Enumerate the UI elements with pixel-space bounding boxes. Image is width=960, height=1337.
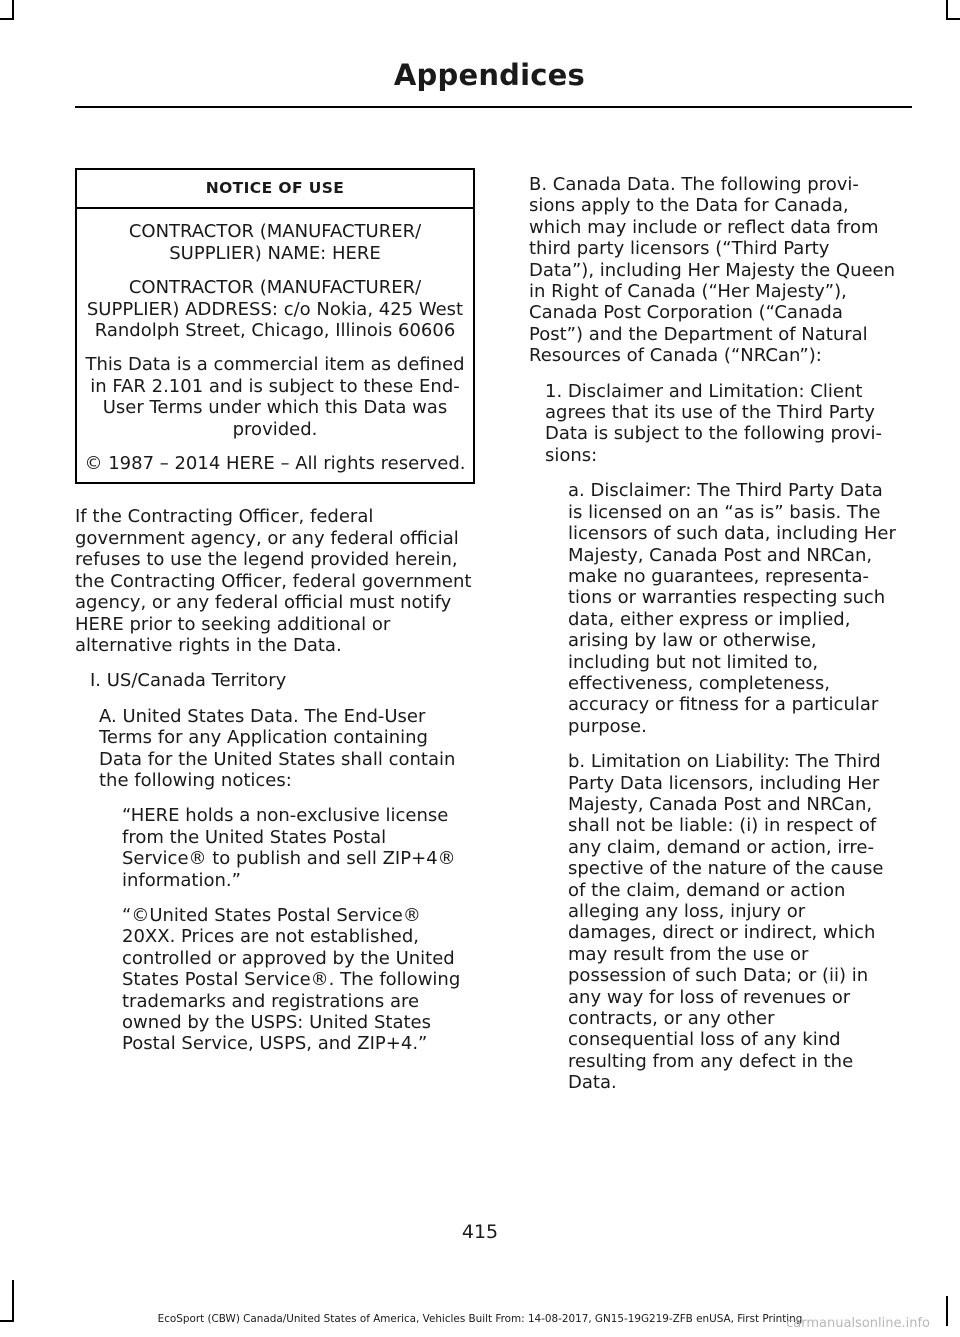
- disclaimer-and-limitation: 1. Disclaimer and Limitation: Client agrees that its use of the Third Party Data is subject to the following provi-sions:: [545, 380, 883, 466]
- header-rule: [75, 106, 912, 108]
- footer-info: EcoSport (CBW) Canada/United States of America, Vehicles Built From: 14-08-2017, GN15-19G219-ZFB enUSA, First Printing: [157, 1313, 803, 1325]
- crop-mark: [0, 18, 14, 20]
- commercial-item-statement: This Data is a commercial item as defined in FAR 2.101 and is subject to these End-User Terms under which this Data was provided.: [85, 354, 465, 440]
- disclaimer-clause: a. Disclaimer: The Third Party Data is licensed on an “as is” basis. The licensors of such data, including Her Majesty, Canada Post and NRCan, make no guarantees, representa-tions or warranties respecting such data, either express or implied, arising by law or otherwise, including but not limited to, effectiveness, completeness, accuracy or fitness for a particular purpose.: [568, 480, 896, 737]
- crop-mark: [946, 18, 960, 20]
- section-united-states-data: A. United States Data. The End-User Terms for any Application containing Data for the United States shall contain the following notices:: [99, 705, 456, 791]
- contracting-officer-paragraph: If the Contracting Officer, federal government agency, or any federal official refuses to use the legend provided herein, the Contracting Officer, federal government agency, or any federal official must notify HERE prior to seeking additional or alternative rights in the Data.: [75, 506, 472, 656]
- right-column: [529, 174, 899, 1108]
- page-number: 415: [461, 1221, 499, 1243]
- crop-mark: [946, 0, 948, 20]
- crop-mark: [12, 0, 14, 20]
- page-title: Appendices: [393, 58, 585, 92]
- notice-of-use-box: [75, 168, 475, 484]
- notice-heading: NOTICE OF USE: [77, 170, 473, 209]
- limitation-on-liability-clause: b. Limitation on Liability: The Third Party Data licensors, including Her Majesty, Canada Post and NRCan, shall not be liable: (i) in respect of any claim, demand or action, irre-spective of the nature of the cause of the claim, demand or action alleging any loss, injury or damages, direct or indirect, which may result from the use or possession of such Data; or (ii) in any way for loss of revenues or contracts, or any other consequential loss of any kind resulting from any defect in the Data.: [568, 751, 884, 1094]
- section-us-canada-territory: I. US/Canada Territory: [90, 670, 287, 692]
- notice-body: [77, 209, 473, 474]
- usps-trademark-notice: “©United States Postal Service® 20XX. Prices are not established, controlled or approved by the United States Postal Service®. The following trademarks and registrations are owned by the USPS: United States Postal Service, USPS, and ZIP+4.”: [122, 904, 461, 1055]
- watermark: carmanualsonline.info: [786, 1316, 930, 1331]
- contractor-address: CONTRACTOR (MANUFACTURER/ SUPPLIER) ADDRESS: c/o Nokia, 425 West Randolph Street, Chicago, Illinois 60606: [86, 277, 464, 342]
- contractor-name: CONTRACTOR (MANUFACTURER/ SUPPLIER) NAME: HERE: [128, 221, 422, 264]
- left-column: [75, 168, 475, 1069]
- usps-license-notice: “HERE holds a non-exclusive license from the United States Postal Service® to publish and sell ZIP+4® information.”: [122, 805, 456, 891]
- section-canada-data: B. Canada Data. The following provi-sions apply to the Data for Canada, which may include or reflect data from third party licensors (“Third Party Data”), including Her Majesty the Queen in Right of Canada (“Her Majesty”), Canada Post Corporation (“Canada Post”) and the Department of Natural Resources of Canada (“NRCan”):: [529, 174, 896, 367]
- copyright-line: © 1987 – 2014 HERE – All rights reserved.: [84, 453, 466, 475]
